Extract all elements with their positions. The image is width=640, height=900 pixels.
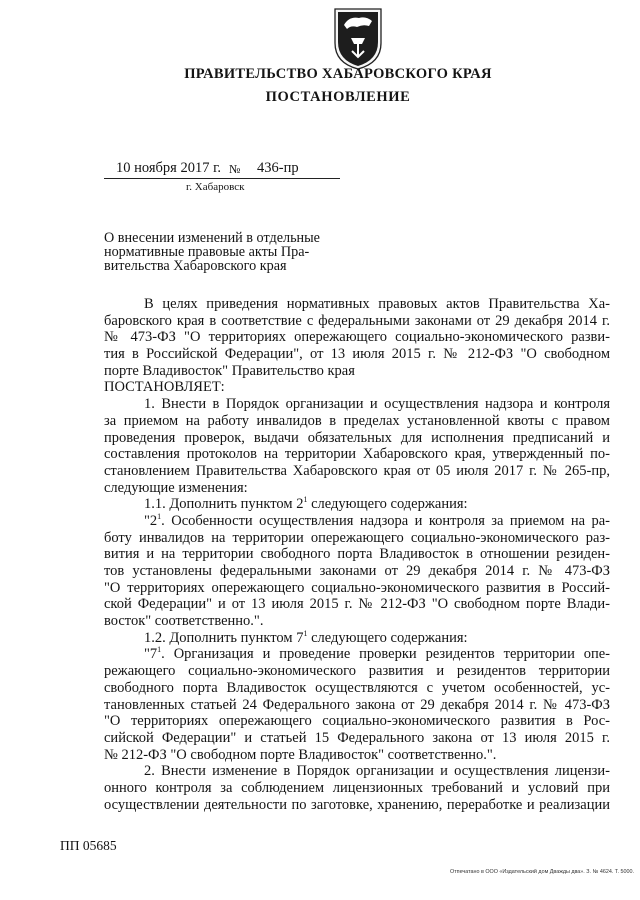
body-line: становлением Правительства Хабаровского края от 05 июля 2017 г. № 265-пр, — [104, 462, 610, 479]
coat-of-arms-icon — [329, 5, 387, 71]
subject-line: нормативные правовые акты Пра- — [104, 244, 310, 260]
text-fragment: следующего содержания: — [307, 496, 468, 513]
text-fragment: 1.2. Дополнить пунктом 7 — [144, 629, 304, 646]
body-line: онного контроля за соблюдением лицензионных требований и условий при — [104, 779, 610, 796]
body-line: "О территориях опережающего социально-экономического развития в Россий- — [104, 579, 610, 596]
body-line: тов установлены федеральными законами от 29 декабря 2014 г. № 473-ФЗ — [104, 563, 610, 579]
body-line: № 212-ФЗ "О свободном порте Владивосток" соответственно.". — [104, 746, 497, 763]
printer-note: Отпечатано в ООО «Издательский дом Дважды два». З. № 4624. Т. 5000. — [450, 869, 634, 875]
subject-line: вительства Хабаровского края — [104, 258, 287, 274]
body-line: В целях приведения нормативных правовых актов Правительства Ха- — [144, 296, 610, 312]
superscript: 1 — [303, 496, 308, 505]
superscript: 1 — [157, 512, 162, 521]
body-line: баровского края в соответствие с федеральными законами от 29 декабря 2014 г. — [104, 312, 610, 329]
body-line: тия в Российской Федерации", от 13 июля 2015 г. № 212-ФЗ "О свободном — [104, 346, 610, 363]
document-body — [104, 296, 610, 813]
resolves-heading: ПОСТАНОВЛЯЕТ: — [104, 379, 225, 396]
superscript: 1 — [303, 629, 308, 638]
text-fragment: "2 — [144, 512, 158, 529]
body-line: составления протоколов на территории Хабаровского края, утвержденный по- — [104, 446, 610, 463]
text-fragment: 1.1. Дополнить пунктом 2 — [144, 496, 304, 513]
body-line: вития и на территории свободного порта Владивосток в отношении резиден- — [104, 546, 610, 563]
document-number: 436-пр — [257, 160, 299, 176]
date-number-line — [104, 160, 340, 179]
body-line: за приемом на работу инвалидов в пределах установленной квоты с правом — [104, 412, 610, 429]
body-line: проведения проверок, выдачи обязательных для исполнения предписаний и — [104, 429, 610, 446]
quoted-point-7-1 — [104, 646, 610, 663]
superscript: 1 — [157, 646, 162, 655]
document-type: ПОСТАНОВЛЕНИЕ — [265, 89, 411, 105]
city: г. Хабаровск — [186, 181, 245, 193]
document-date: 10 ноября 2017 г. — [116, 160, 222, 176]
subpoint-1-1 — [104, 496, 610, 513]
government-title: ПРАВИТЕЛЬСТВО ХАБАРОВСКОГО КРАЯ — [184, 66, 492, 82]
text-fragment: . Организация и проведение проверки резидентов территории опе- — [161, 646, 610, 663]
body-line: боту инвалидов на территории опережающего социально-экономического раз- — [104, 529, 610, 546]
document-subject — [104, 231, 344, 273]
body-line: 2. Внести изменение в Порядок организации и осуществления лицензи- — [144, 763, 610, 780]
body-line: сийской Федерации" и статьей 15 Федерального закона от 13 июля 2015 г. — [104, 729, 610, 746]
body-line: 1. Внести в Порядок организации и осуществления надзора и контроля — [144, 396, 610, 413]
number-sign: № — [229, 162, 241, 176]
quoted-point-2-1 — [104, 513, 610, 530]
subject-line: О внесении изменений в отдельные — [104, 230, 320, 246]
text-fragment: "7 — [144, 646, 158, 663]
text-fragment: следующего содержания: — [307, 629, 468, 646]
body-line: режающего социально-экономического развития и резидентов территории — [104, 663, 610, 680]
body-line: следующие изменения: — [104, 479, 248, 496]
body-line: № 473-ФЗ "О территориях опережающего социально-экономического разви- — [104, 329, 610, 346]
body-line: тановленных статьей 24 Федерального закона от 29 декабря 2014 г. № 473-ФЗ — [104, 696, 610, 713]
text-fragment: . Особенности осуществления надзора и контроля за приемом на ра- — [161, 512, 610, 529]
body-line: ской Федерации" и от 13 июля 2015 г. № 212-ФЗ "О свободном порте Влади- — [104, 596, 610, 613]
subpoint-1-2 — [104, 630, 610, 647]
document-code: ПП 05685 — [60, 838, 117, 853]
body-line: восток" соответственно.". — [104, 613, 264, 630]
body-line: осуществлении деятельности по заготовке, хранению, переработке и реализации — [104, 796, 610, 813]
body-line: свободного порта Владивосток осуществляются с учетом особенностей, ус- — [104, 679, 610, 696]
body-line: "О территориях опережающего социально-экономического развития в Рос- — [104, 713, 610, 730]
body-line: порте Владивосток" Правительство края — [104, 362, 355, 379]
